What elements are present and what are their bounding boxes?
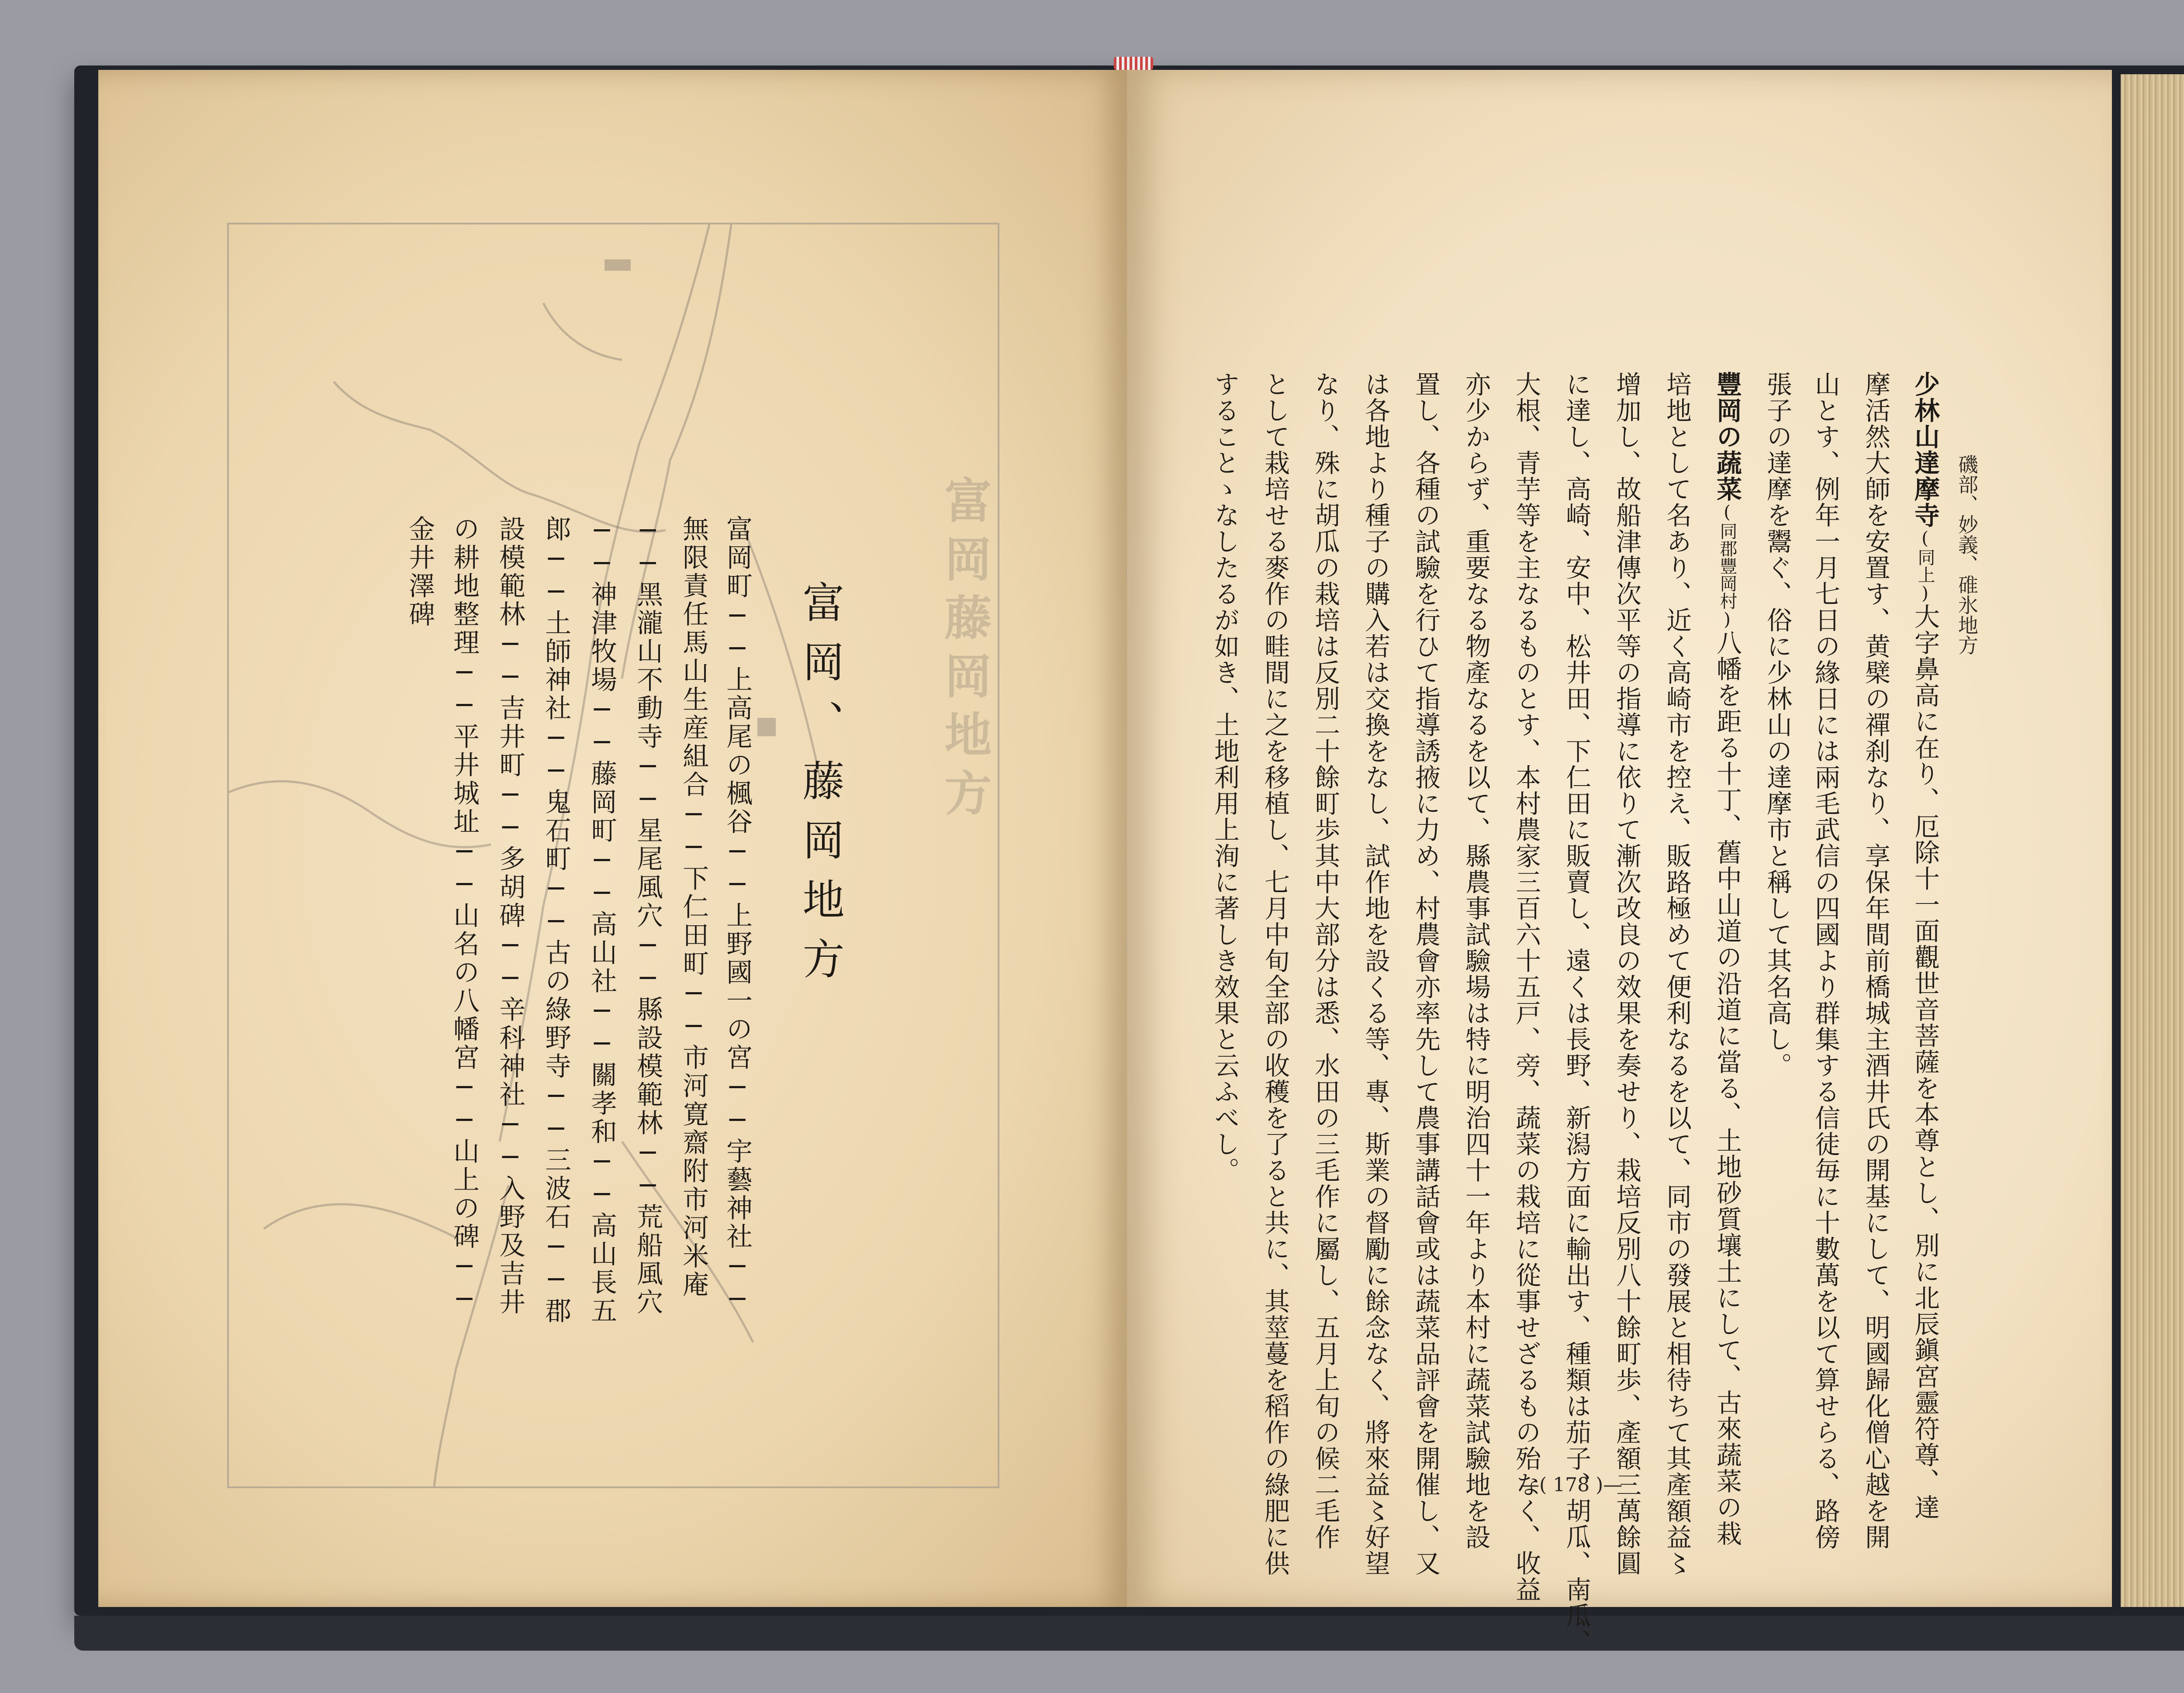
entry-1-line: 山とす、例年一月七日の緣日には兩毛武信の四國より群集する信徒毎に十數萬を以て算せらる、路傍 <box>1811 371 1840 1550</box>
entry-2-line: 增加し、故船津傳次平等の指導に依りて漸次改良の效果を奏せり、栽培反別八十餘町歩、產額三萬餘圓 <box>1612 371 1641 1576</box>
entry-1-first-column <box>1912 371 1938 1521</box>
map-title: 富岡藤岡地方 <box>936 476 992 827</box>
binding-thread <box>1114 57 1153 70</box>
entry-1-note: (同上) <box>1915 528 1935 603</box>
section-heading: 富岡、藤岡地方 <box>796 581 845 996</box>
entry-2-line: として栽培せる麥作の畦間に之を移植し、七月中旬全部の收穫を了ると共に、其莖蔓を稻作の綠肥に供 <box>1260 371 1290 1576</box>
entry-2-line: 亦少からず、重要なる物產なるを以て、縣農事試驗場は特に明治四十一年より本村に蔬菜試驗地を設 <box>1461 371 1491 1550</box>
page-number: —( 178 )— <box>1520 1474 1623 1496</box>
toc-line-3: ──黑瀧山不動寺──星尾風穴──縣設模範林──荒船風穴 <box>632 515 663 1317</box>
entry-2-title: 豐岡の蔬菜 <box>1712 371 1742 502</box>
entry-2-line: することゝなしたるが如き、土地利用上洵に著しき效果と云ふべし。 <box>1210 371 1240 1183</box>
entry-1-line: 摩活然大師を安置す、黄檗の禪刹なり、享保年間前橋城主酒井氏の開基にして、明國歸化僧心越を開 <box>1861 371 1890 1550</box>
entry-1-title: 少林山達摩寺 <box>1910 371 1940 528</box>
entry-2-line: に達し、高崎、安中、松井田、下仁田に販賣し、遠くは長野、新潟方面に輸出す、種類は茄子、胡瓜、南瓜、 <box>1562 371 1591 1655</box>
entry-1-line: 張子の達摩を鬻ぐ、俗に少林山の達摩市と稱して其名高し。 <box>1762 371 1792 1079</box>
toc-line-4: ──神津牧場──藤岡町──高山社──關孝和──高山長五 <box>587 515 617 1325</box>
page-block-edges <box>2121 74 2184 1607</box>
book-cover-edge <box>74 1616 2184 1651</box>
toc-line-7: の耕地整理──平井城址──山名の八幡宮──山上の碑── <box>449 515 480 1317</box>
entry-2-line: 置し、各種の試驗を行ひて指導誘掖に力め、村農會亦率先して農事講話會或は蔬菜品評會を開催し、又 <box>1411 371 1441 1576</box>
entry-1-text: 大字鼻高に在り、厄除十一面觀世音菩薩を本尊とし、別に北辰鎭宮靈符尊、達 <box>1910 603 1940 1521</box>
toc-line-6: 設模範林──吉井町──多胡碑──辛科神社──入野及吉井 <box>495 515 525 1317</box>
toc-line-1: 富岡町──上高尾の楓谷──上野國一の宮──宇藝神社── <box>722 515 753 1317</box>
entry-2-text: 八幡を距る十丁、舊中山道の沿道に當る、土地砂質壤土にして、古來蔬菜の栽 <box>1712 630 1742 1547</box>
running-header: 磯部、妙義、碓氷地方 <box>1955 454 1979 655</box>
entry-2-line: 大根、青芋等を主なるものとす、本村農家三百六十五戸、旁、蔬菜の栽培に從事せざるもの殆なく、收益 <box>1511 371 1541 1603</box>
entry-2-line: は各地より種子の購入若は交換をなし、試作地を設くる等、專、斯業の督勵に餘念なく、將來益〻好望 <box>1361 371 1390 1576</box>
entry-2-first-column <box>1714 371 1740 1547</box>
entry-2-line: 培地として名あり、近く高崎市を控え、販路極めて便利なるを以て、同市の發展と相待ちて其產額益〻 <box>1662 371 1692 1576</box>
entry-2-note: (同郡豐岡村) <box>1717 502 1737 630</box>
toc-line-5: 郎──土師神社──鬼石町──古の綠野寺──三波石──郡 <box>541 515 571 1325</box>
entry-2-line: なり、殊に胡瓜の栽培は反別二十餘町歩其中大部分は悉、水田の三毛作に屬し、五月上旬の候二毛作 <box>1310 371 1340 1550</box>
toc-line-2: 無限責任馬山生産組合──下仁田町──市河寛齋附市河米庵 <box>678 515 709 1299</box>
toc-line-8: 金井澤碑 <box>404 515 435 629</box>
